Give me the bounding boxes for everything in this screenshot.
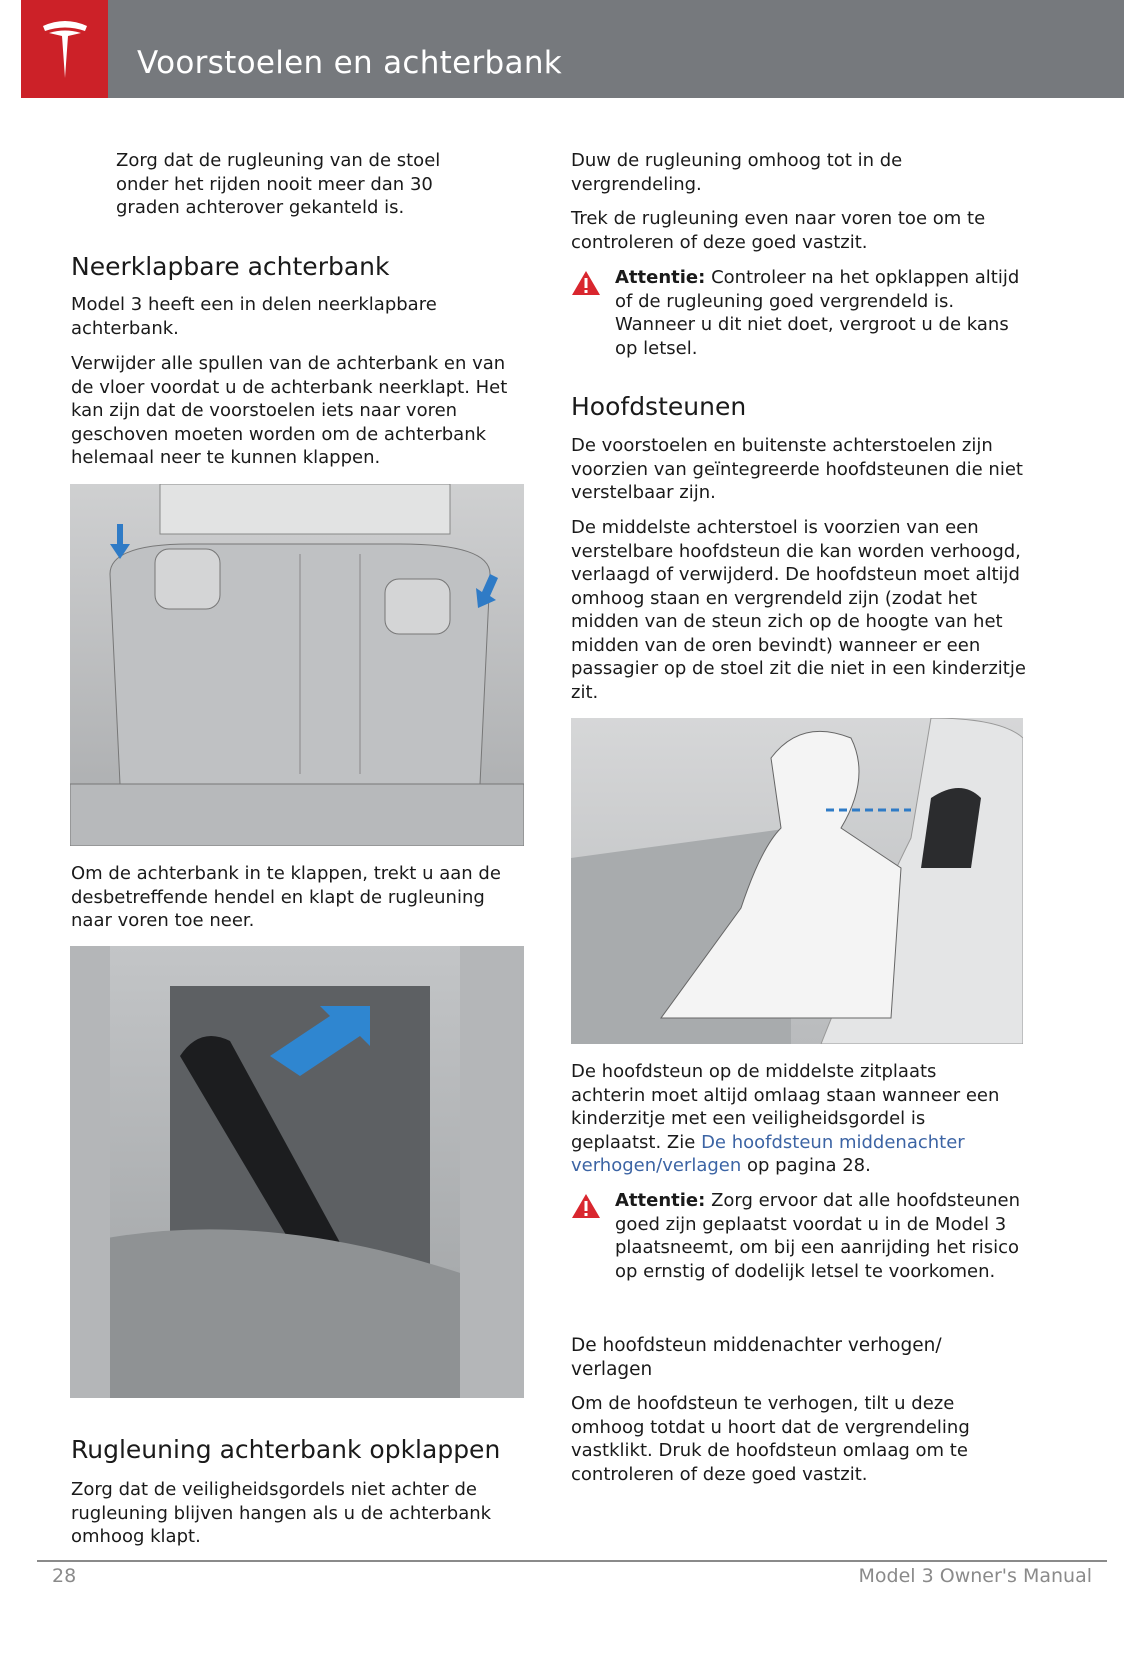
section-heading-headrests: Hoofdsteunen (571, 392, 747, 421)
paragraph-text: op pagina 28. (741, 1155, 871, 1176)
page-number: 28 (52, 1565, 77, 1587)
warning-text: Zorg ervoor dat alle hoofdsteunen goed zijn geplaatst voordat u in de Model 3 plaatsneemt, om bij een aanrijding het risico op ernstig of dodelijk letsel te voorkomen. (615, 1190, 1020, 1282)
warning-label: Attentie: (615, 267, 706, 288)
tesla-logo (21, 0, 108, 98)
footer-divider (37, 1560, 1107, 1562)
paragraph: De middelste achterstoel is voorzien van een verstelbare hoofdsteun die kan worden verhoogd, verlaagd of verwijderd. De hoofdsteun moet altijd omhoog staan en vergrendeld zijn (zodat het midden van de steun zich op de hoogte van het midden van de oren bevindt) wanneer er een passagier op de stoel zit die niet in een kinderzitje zit. (571, 517, 1026, 703)
fold-seat-illustration (70, 946, 524, 1398)
paragraph: Model 3 heeft een in delen neerklapbare achterbank. (71, 294, 437, 339)
intro-paragraph: Zorg dat de rugleuning van de stoel onder het rijden nooit meer dan 30 graden achterover gekanteld is. (116, 150, 441, 218)
warning-notice (571, 1189, 1031, 1283)
paragraph: De voorstoelen en buitenste achterstoelen zijn voorzien van geïntegreerde hoofdsteunen die niet verstelbaar zijn. (571, 435, 1023, 503)
paragraph: Duw de rugleuning omhoog tot in de vergrendeling. (571, 150, 903, 195)
warning-label: Attentie: (615, 1190, 706, 1211)
subsection-heading: De hoofdsteun middenachter verhogen/ verlagen (571, 1335, 942, 1380)
paragraph-text: De hoofdsteun op de middelste zitplaats achterin moet altijd omlaag staan wanneer een kinderzitje met een veiligheidsgordel is geplaatst. Zie (571, 1061, 1000, 1153)
paragraph (571, 1060, 1001, 1178)
warning-notice (571, 266, 1031, 360)
paragraph: Trek de rugleuning even naar voren toe om te controleren of deze goed vastzit. (571, 208, 986, 253)
section-heading-fold-up: Rugleuning achterbank opklappen (71, 1435, 501, 1464)
manual-name: Model 3 Owner's Manual (858, 1565, 1092, 1587)
warning-text: Controleer na het opklappen altijd of de rugleuning goed vergrendeld is. Wanneer u dit niet doet, vergroot u de kans op letsel. (615, 267, 1020, 359)
headrest-illustration (571, 718, 1023, 1044)
paragraph: Om de hoofdsteun te verhogen, tilt u deze omhoog totdat u hoort dat de vergrendeling vastklikt. Druk de hoofdsteun omlaag om te controleren of deze goed vastzit. (571, 1393, 970, 1485)
page-title: Voorstoelen en achterbank (137, 44, 563, 81)
paragraph: Zorg dat de veiligheidsgordels niet achter de rugleuning blijven hangen als u de achterbank omhoog klapt. (71, 1479, 492, 1547)
paragraph: Om de achterbank in te klappen, trekt u aan de desbetreffende hendel en klapt de rugleuning naar voren toe neer. (71, 863, 501, 931)
section-heading-fold: Neerklapbare achterbank (71, 252, 390, 281)
page-link[interactable]: De hoofdsteun middenachter verhogen/verlagen (571, 1131, 965, 1176)
rear-seat-illustration (70, 484, 524, 846)
warning-triangle-icon (571, 1193, 601, 1219)
paragraph: Verwijder alle spullen van de achterbank en van de vloer voordat u de achterbank neerklapt. Het kan zijn dat de voorstoelen iets naar voren geschoven moeten worden om de achterbank helemaal neer te kunnen klappen. (71, 353, 508, 468)
warning-triangle-icon (571, 270, 601, 296)
